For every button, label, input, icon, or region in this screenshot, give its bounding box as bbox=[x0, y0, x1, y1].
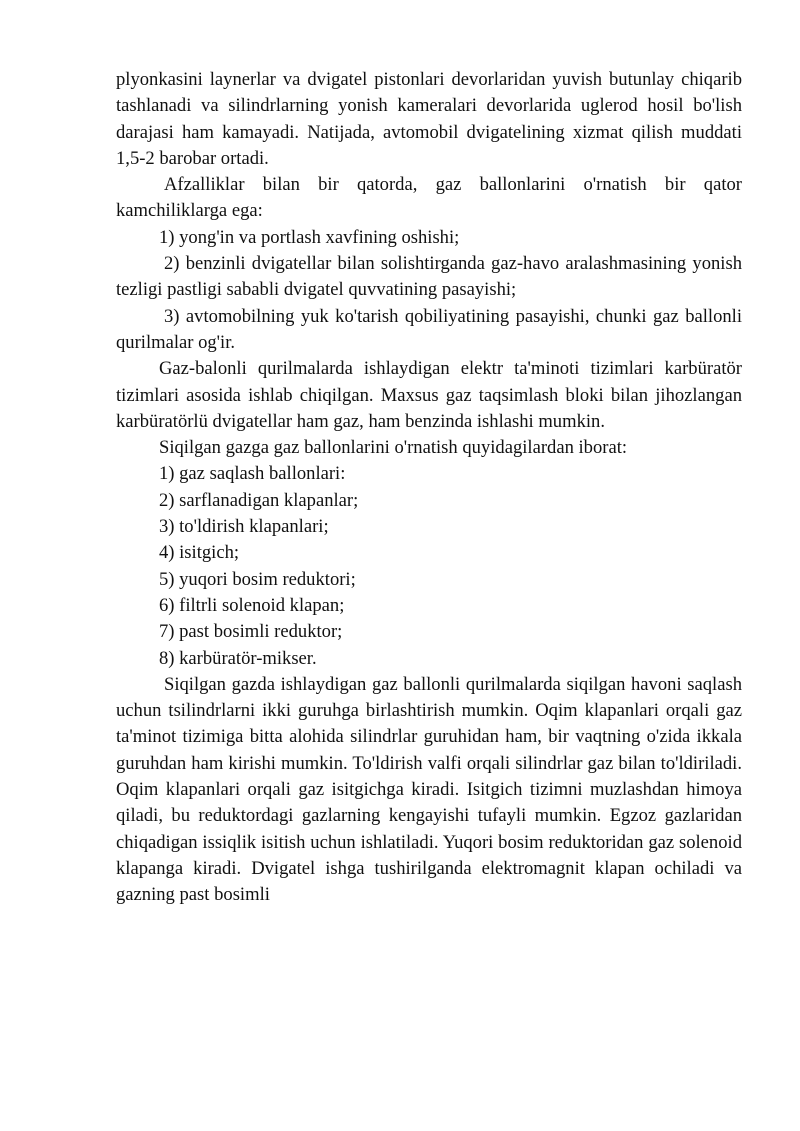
list-item: 3) to'ldirish klapanlari; bbox=[159, 516, 329, 538]
components-list bbox=[116, 461, 742, 671]
list-item: 1) gaz saqlash ballonlari: bbox=[159, 463, 346, 485]
drawback-item-3: 3) avtomobilning yuk ko'tarish qobiliyatining pasayishi, chunki gaz ballonli qurilmalar og'ir. bbox=[116, 305, 742, 353]
list-item: 8) karbüratör-mikser. bbox=[159, 647, 317, 669]
list-item: 6) filtrli solenoid klapan; bbox=[159, 594, 345, 616]
paragraph-intro-continuation: plyonkasini laynerlar va dvigatel pistonlari devorlaridan yuvish butunlay chiqarib tashlanadi va silindrlarning yonish kameralari devorlarida uglerod hosil bo'lish darajasi ham kamayadi. Natijada, avtomobil dvigatelining xizmat qilish muddati 1,5-2 barobar ortadi. bbox=[116, 69, 742, 169]
paragraph-drawbacks-intro: Afzalliklar bilan bir qatorda, gaz ballonlarini o'rnatish bir qator kamchiliklarga ega: bbox=[116, 174, 742, 222]
list-item: 2) sarflanadigan klapanlar; bbox=[159, 489, 359, 511]
paragraph-power-systems: Gaz-balonli qurilmalarda ishlaydigan elektr ta'minoti tizimlari karbüratör tizimlari asosida ishlab chiqilgan. Maxsus gaz taqsimlash bloki bilan jihozlangan karbüratörlü dvigatellar ham gaz, ham benzinda ishlashi mumkin. bbox=[116, 358, 742, 432]
list-item: 7) past bosimli reduktor; bbox=[159, 621, 343, 643]
paragraph-compressed-gas-operation: Siqilgan gazda ishlaydigan gaz ballonli qurilmalarda siqilgan havoni saqlash uchun tsilindrlarni ikki guruhga birlashtirish mumkin. Oqim klapanlari orqali gaz ta'minot tizimiga bitta alohida silindrlar guruhidan ham, bir vaqtning o'zida ikkala guruhdan ham kirishi mumkin. To'ldirish valfi orqali silindrlar gaz bilan to'ldiriladi. Oqim klapanlari orqali gaz isitgichga kiradi. Isitgich tizimni muzlashdan himoya qiladi, bu reduktordagi gazlarning kengayishi tufayli mumkin. Egzoz gazlaridan chiqadigan issiqlik isitish uchun ishlatiladi. Yuqori bosim reduktoridan gaz solenoid klapanga kiradi. Dvigatel ishga tushirilganda elektromagnit klapan ochiladi va gazning past bosimli bbox=[116, 673, 742, 906]
paragraph-components-intro: Siqilgan gazga gaz ballonlarini o'rnatish quyidagilardan iborat: bbox=[159, 437, 628, 459]
list-item: 4) isitgich; bbox=[159, 542, 240, 564]
document-page bbox=[116, 67, 742, 909]
list-item: 5) yuqori bosim reduktori; bbox=[159, 568, 356, 590]
drawback-item-1: 1) yong'in va portlash xavfining oshishi; bbox=[159, 226, 460, 248]
drawback-item-2: 2) benzinli dvigatellar bilan solishtirganda gaz-havo aralashmasining yonish tezligi pastligi sababli dvigatel quvvatining pasayishi; bbox=[116, 253, 742, 301]
